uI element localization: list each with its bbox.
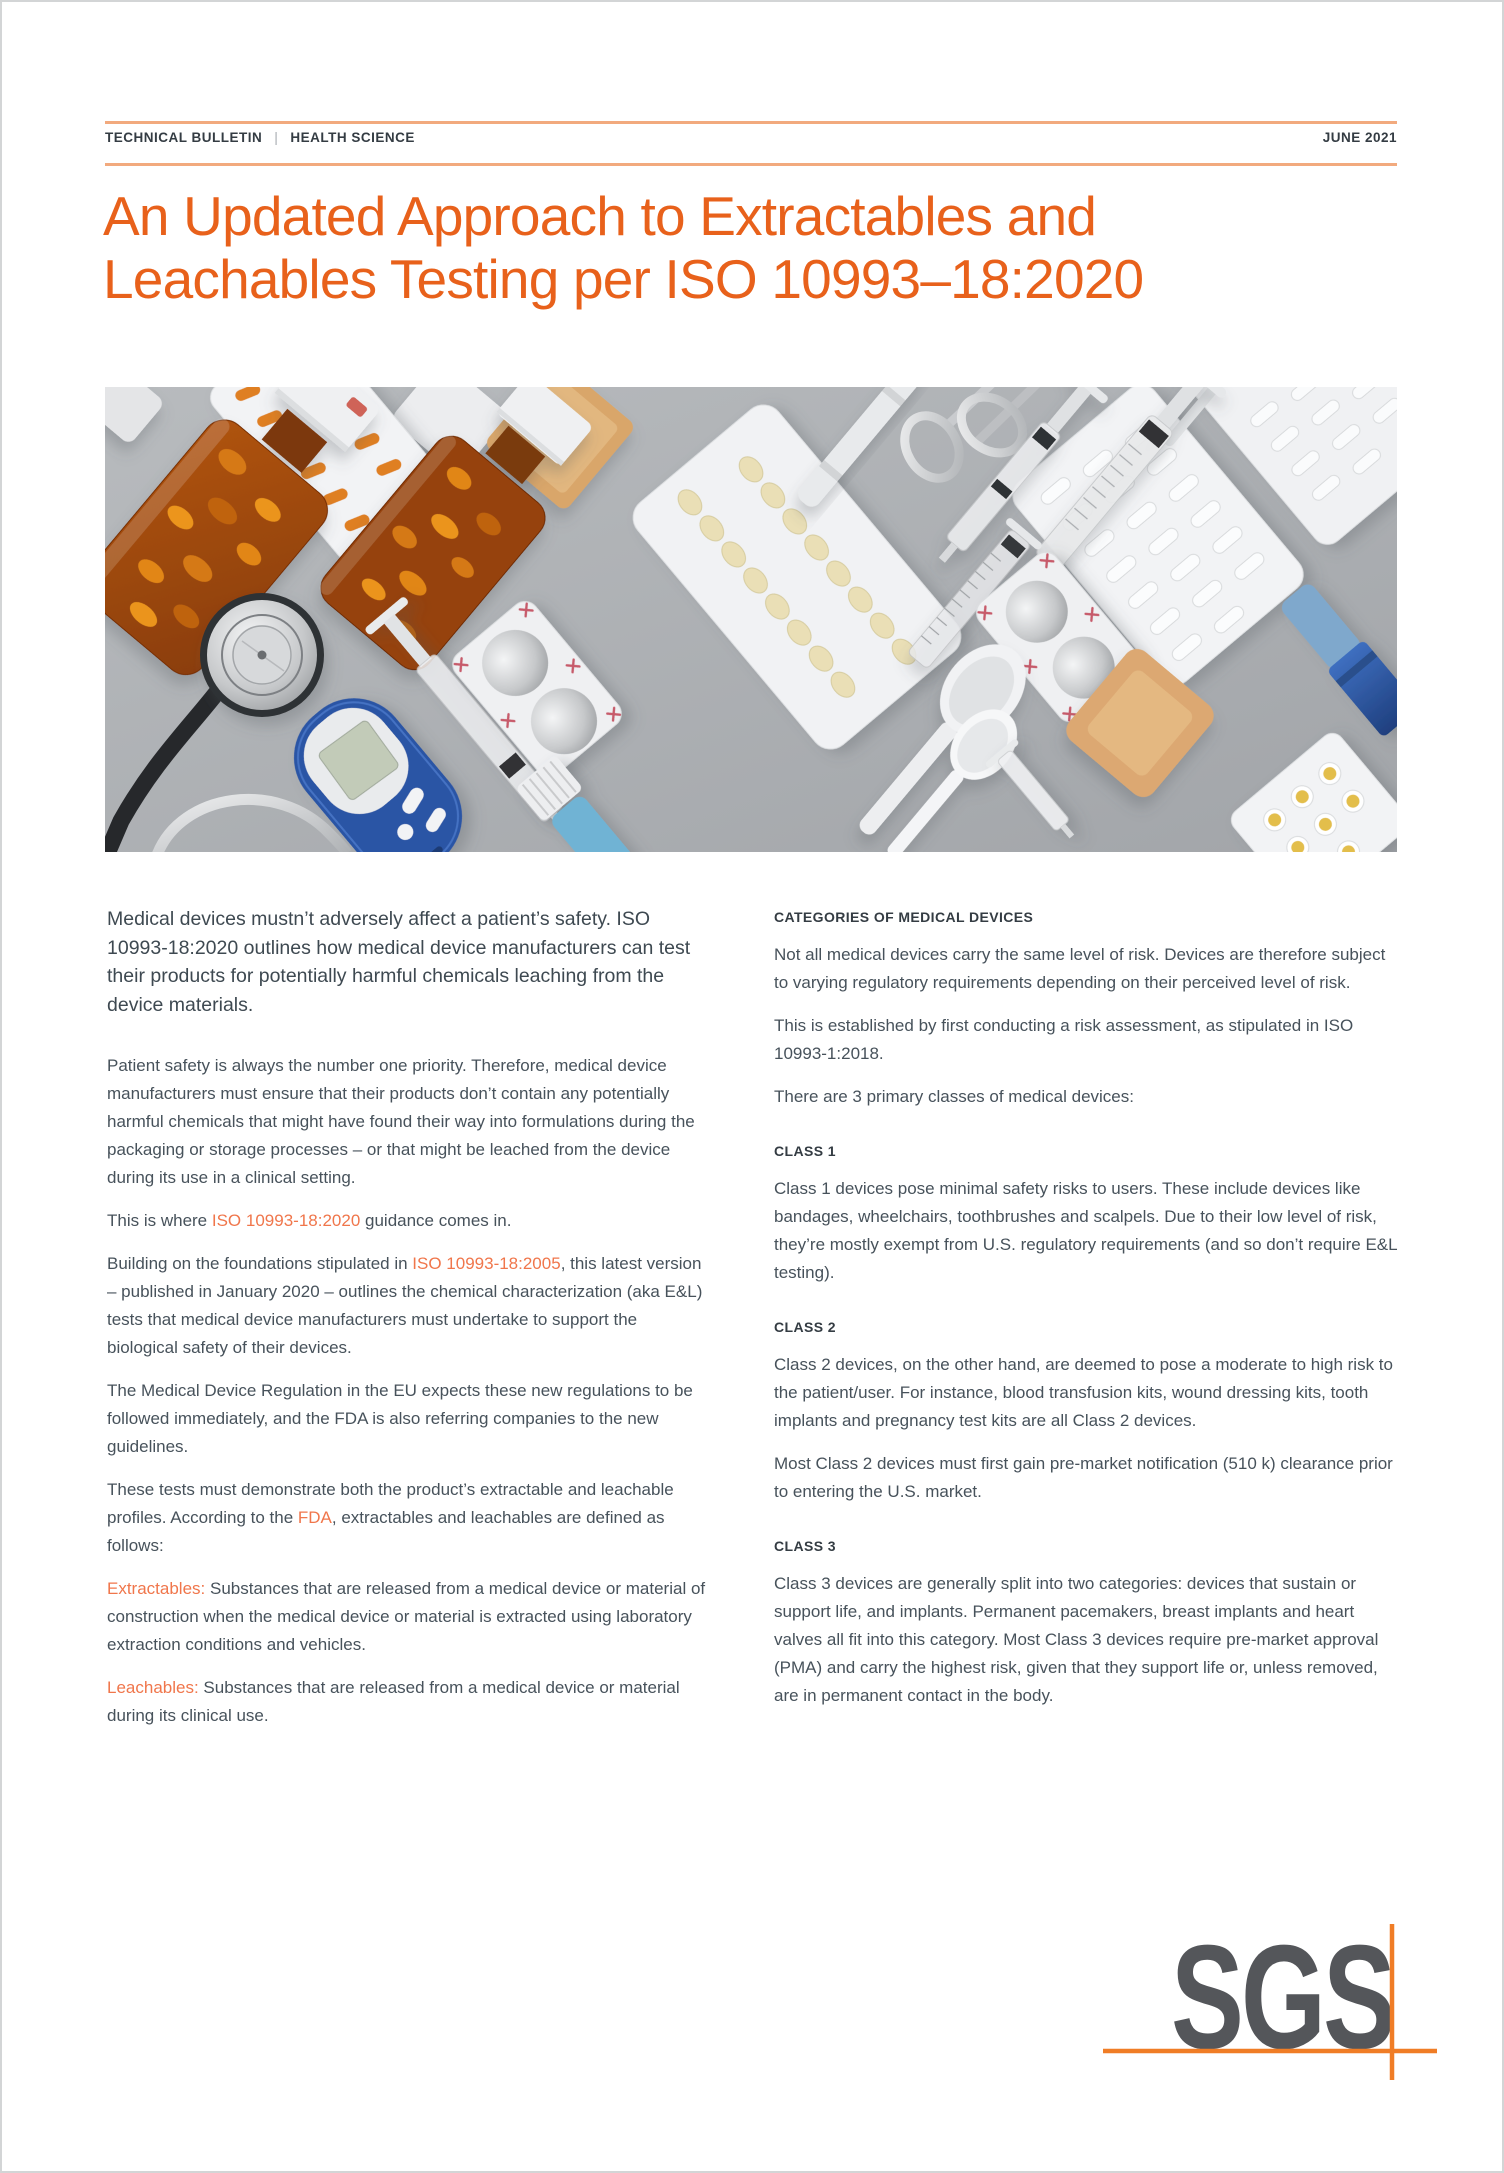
paragraph-guidance-pre: This is where [107, 1211, 212, 1230]
sgs-logo-text: SGS [1171, 1915, 1393, 2080]
categories-heading: CATEGORIES OF MEDICAL DEVICES [774, 909, 1034, 925]
categories-column [774, 905, 1399, 1725]
masthead-separator: | [274, 129, 279, 145]
paragraph-tests [107, 1476, 707, 1560]
paragraph-foundations-pre: Building on the foundations stipulated in [107, 1254, 413, 1273]
paragraph-mdr: The Medical Device Regulation in the EU expects these new regulations to be followed immediately, and the FDA is also referring companies to the new guidelines. [107, 1381, 693, 1456]
fda-link[interactable]: FDA [297, 1508, 332, 1527]
definition-leachables-text: Substances that are released from a medical device or material during its clinical use. [107, 1678, 680, 1725]
definition-extractables [107, 1575, 707, 1659]
page-title-line-2: Leachables Testing per ISO 10993–18:2020 [103, 248, 1144, 310]
sgs-logo [1097, 1914, 1442, 2086]
class2-heading: CLASS 2 [774, 1319, 836, 1335]
paragraph-tests-pre: These tests must demonstrate both the product’s extractable and leachable profiles. According to the [107, 1480, 674, 1527]
class3-paragraph: Class 3 devices are generally split into two categories: devices that sustain or support life, and implants. Permanent pacemakers, breast implants and heart valves all fit into this category. Most Class 3 devices require pre-market approval (PMA) and carry the highest risk, given that they support life or, unless removed, are in permanent contact in the body. [774, 1574, 1379, 1705]
masthead-rule-bottom [105, 163, 1397, 166]
page-title [103, 185, 1433, 311]
masthead-rule-top [105, 121, 1397, 124]
definition-extractables-text: Substances that are released from a medical device or material of construction when the medical device or material is extracted using laboratory extraction conditions and vehicles. [107, 1579, 706, 1654]
paragraph-guidance-post: guidance comes in. [360, 1211, 512, 1230]
categories-paragraph-classes: There are 3 primary classes of medical devices: [774, 1087, 1134, 1106]
paragraph-guidance [107, 1207, 707, 1235]
extractables-term-label: Extractables: [107, 1579, 206, 1598]
masthead-labels [105, 129, 415, 145]
service-line-label: HEALTH SCIENCE [290, 129, 415, 145]
issue-date: JUNE 2021 [1322, 129, 1397, 145]
class2-paragraph-1: Class 2 devices, on the other hand, are deemed to pose a moderate to high risk to the patient/user. For instance, blood transfusion kits, wound dressing kits, tooth implants and pregnancy test kits are all Class 2 devices. [774, 1355, 1393, 1430]
definition-leachables [107, 1674, 707, 1730]
class1-heading: CLASS 1 [774, 1143, 836, 1159]
class3-heading: CLASS 3 [774, 1538, 836, 1554]
paragraph-foundations [107, 1250, 707, 1362]
paragraph-patient-safety: Patient safety is always the number one priority. Therefore, medical device manufacturers must ensure that their products don’t contain any potentially harmful chemicals that might have found their way into formulations during the packaging or storage processes – or that might be leached from the device during its use in a clinical setting. [107, 1056, 695, 1187]
lead-paragraph: Medical devices mustn’t adversely affect a patient’s safety. ISO 10993-18:2020 outlines how medical device manufacturers can test their products for potentially harmful chemicals leaching from the device materials. [107, 908, 691, 1016]
page-title-line-1: An Updated Approach to Extractables and [103, 185, 1097, 247]
leachables-term-label: Leachables: [107, 1678, 199, 1697]
paragraph-tests-post: , extractables and leachables are defined as follows: [107, 1508, 665, 1555]
categories-paragraph-risk: Not all medical devices carry the same level of risk. Devices are therefore subject to varying regulatory requirements depending on their perceived level of risk. [774, 945, 1386, 992]
iso-10993-18-2005-link[interactable]: ISO 10993-18:2005 [412, 1254, 561, 1273]
iso-10993-18-2020-link[interactable]: ISO 10993-18:2020 [211, 1211, 361, 1230]
paragraph-foundations-post: , this latest version – published in January 2020 – outlines the chemical characterization (aka E&L) tests that medical device manufacturers must undertake to support the biological safety of their devices. [107, 1254, 703, 1357]
categories-paragraph-assessment: This is established by first conducting a risk assessment, as stipulated in ISO 10993-1:2018. [774, 1016, 1354, 1063]
class2-paragraph-2: Most Class 2 devices must first gain pre-market notification (510 k) clearance prior to entering the U.S. market. [774, 1454, 1393, 1501]
hero-image [105, 387, 1397, 852]
class1-paragraph: Class 1 devices pose minimal safety risks to users. These include devices like bandages, wheelchairs, toothbrushes and scalpels. Due to their low level of risk, they’re mostly exempt from U.S. regulatory requirements (and so don’t require E&L testing). [774, 1179, 1397, 1282]
intro-column [107, 905, 707, 1745]
document-type-label: TECHNICAL BULLETIN [105, 129, 263, 145]
masthead [105, 129, 1397, 145]
